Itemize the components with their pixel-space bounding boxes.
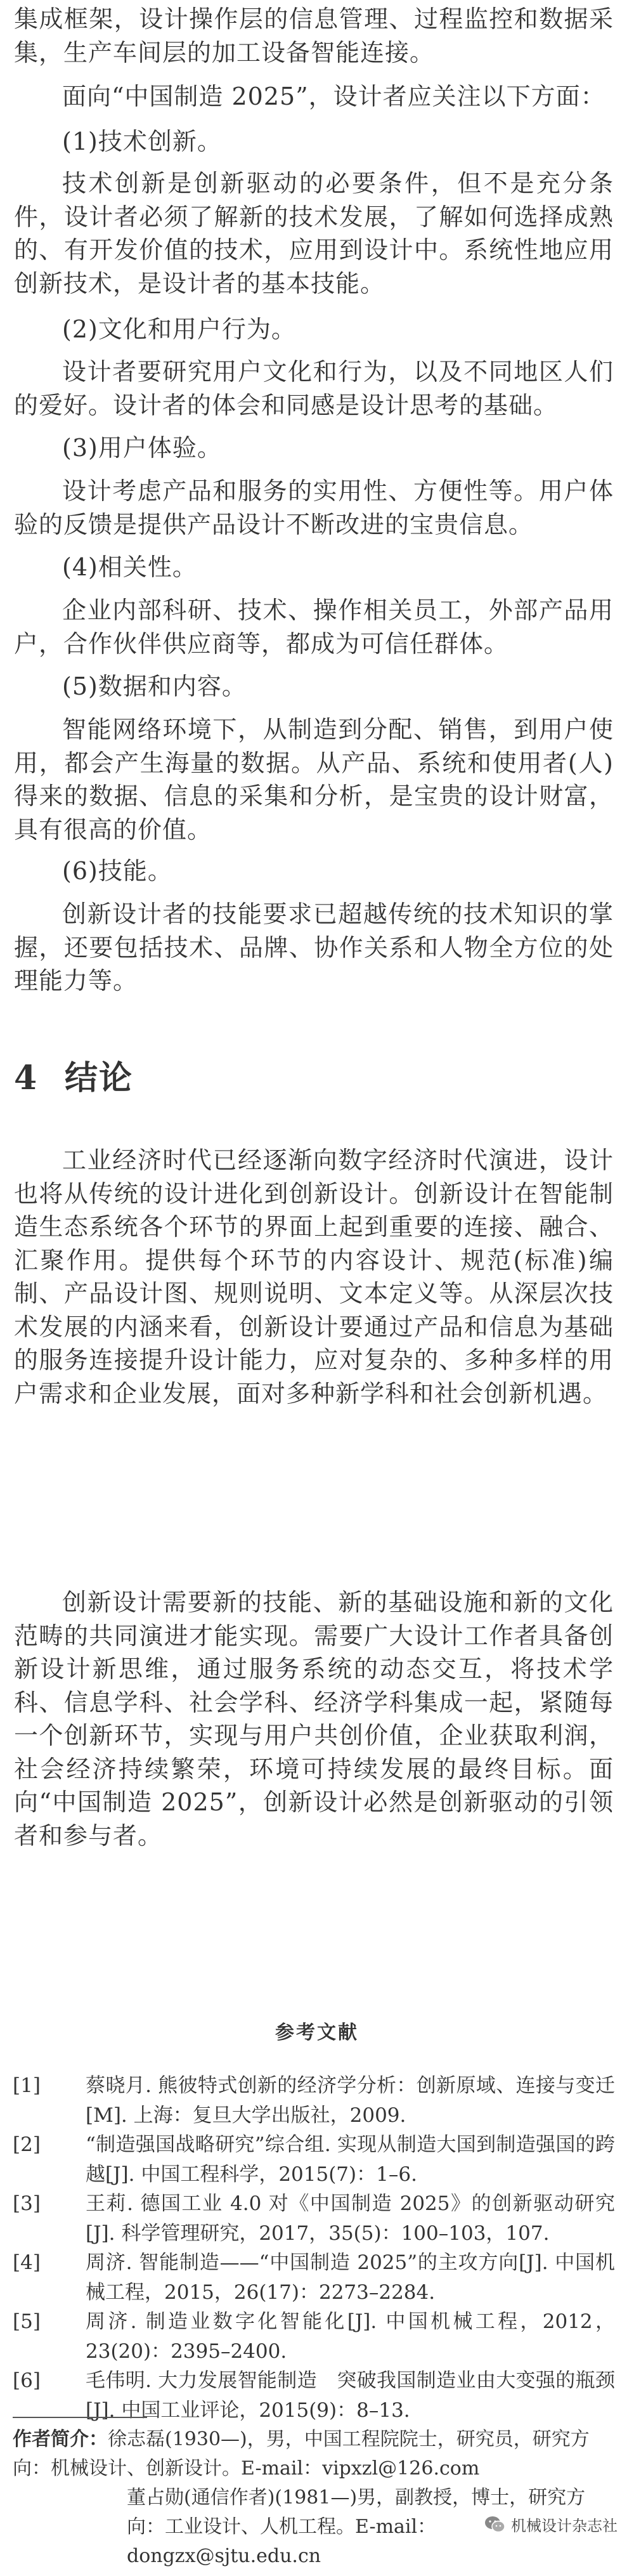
reference-number: [5] [13, 2310, 41, 2333]
item-heading-culture: (2)文化和用户行为。 [62, 315, 296, 343]
reference-number: [2] [13, 2133, 41, 2156]
reference-number: [4] [13, 2251, 41, 2274]
item-heading-tech-innovation: (1)技术创新。 [62, 127, 222, 155]
author-bio-label: 作者简介： [13, 2428, 108, 2450]
reference-number: [1] [13, 2074, 41, 2097]
author-bio-second: 董占勋(通信作者)(1981—)男，副教授，博士，研究方向：工业设计、人机工程。E-mail：dongzx@sjtu.edu.cn [127, 2487, 586, 2567]
paragraph-intro-continuation: 集成框架，设计操作层的信息管理、过程监控和数据采集，生产车间层的加工设备智能连接。 [14, 5, 614, 67]
reference-item [13, 2248, 615, 2308]
reference-item [13, 2071, 615, 2131]
reference-number: [6] [13, 2369, 41, 2392]
reference-item [13, 2189, 615, 2249]
references-title: 参考文献 [275, 2022, 359, 2044]
item-text-relevance: 企业内部科研、技术、操作相关员工，外部产品用户，合作伙伴供应商等，都成为可信任群体。 [14, 596, 614, 658]
item-heading-data: (5)数据和内容。 [62, 672, 247, 700]
section-heading-conclusion [14, 1059, 133, 1097]
item-text-culture: 设计者要研究用户文化和行为，以及不同地区人们的爱好。设计者的体会和同感是设计思考的基础。 [14, 358, 614, 419]
section-number: 4 [14, 1059, 39, 1097]
reference-text: “制造强国战略研究”综合组. 实现从制造大国到制造强国的跨越[J]. 中国工程科学，2015(7)：1–6. [86, 2133, 615, 2186]
item-text-user-experience: 设计考虑产品和服务的实用性、方便性等。用户体验的反馈是提供产品设计不断改进的宝贵信息。 [14, 477, 614, 539]
paragraph-conclusion-1: 工业经济时代已经逐渐向数字经济时代演进，设计也将从传统的设计进化到创新设计。创新设计在智能制造生态系统各个环节的界面上起到重要的连接、融合、汇聚作用。提供每个环节的内容设计、规范(标准)编制、产品设计图、规则说明、文本定义等。从深层次技术发展的内涵来看，创新设计要通过产品和信息为基础的服务连接提升设计能力，应对复杂的、多种多样的用户需求和企业发展，面对多种新学科和社会创新机遇。 [14, 1146, 614, 1408]
reference-number: [3] [13, 2192, 41, 2215]
wechat-icon [484, 2515, 506, 2534]
author-bio [13, 2425, 621, 2571]
watermark [481, 2512, 621, 2537]
paragraph-conclusion-2: 创新设计需要新的技能、新的基础设施和新的文化范畴的共同演进才能实现。需要广大设计工作者具备创新设计新思维，通过服务系统的动态交互，将技术学科、信息学科、社会学科、经济学科集成一起，紧随每一个创新环节，实现与用户共创价值，企业获取利润，社会经济持续繁荣，环境可持续发展的最终目标。面向“中国制造 2025”，创新设计必然是创新驱动的引领者和参与者。 [14, 1588, 614, 1850]
item-text-data: 智能网络环境下，从制造到分配、销售，到用户使用，都会产生海量的数据。从产品、系统和使用者(人)得来的数据、信息的采集和分析，是宝贵的设计财富，具有很高的价值。 [14, 716, 614, 844]
reference-text: 蔡晓月. 熊彼特式创新的经济学分析：创新原域、连接与变迁[M]. 上海：复旦大学出版社，2009. [86, 2074, 615, 2127]
section-title: 结论 [65, 1059, 134, 1097]
reference-text: 王莉. 德国工业 4.0 对《中国制造 2025》的创新驱动研究[J]. 科学管理研究，2017，35(5)：100–103，107. [86, 2192, 615, 2245]
paragraph-focus-intro: 面向“中国制造 2025”，设计者应关注以下方面： [62, 82, 605, 110]
item-heading-skills: (6)技能。 [62, 857, 172, 885]
author-bio-first: 徐志磊(1930—)，男，中国工程院院士，研究员，研究方向：机械设计、创新设计。E-mail：vipxzl@126.com [13, 2428, 590, 2480]
reference-text: 周济. 智能制造——“中国制造 2025”的主攻方向[J]. 中国机械工程，2015，26(17)：2273–2284. [86, 2251, 615, 2304]
footnote-divider [13, 2417, 147, 2418]
reference-text: 周济. 制造业数字化智能化[J]. 中国机械工程，2012，23(20)：2395–2400. [86, 2310, 615, 2363]
reference-text: 毛伟明. 大力发展智能制造 突破我国制造业由大变强的瓶颈[J]. 中国工业评论，2015(9)：8–13. [86, 2369, 615, 2422]
reference-item [13, 2307, 615, 2367]
watermark-text: 机械设计杂志社 [511, 2517, 618, 2535]
reference-item [13, 2130, 615, 2190]
item-heading-user-experience: (3)用户体验。 [62, 434, 222, 462]
item-text-skills: 创新设计者的技能要求已超越传统的技术知识的掌握，还要包括技术、品牌、协作关系和人物全方位的处理能力等。 [14, 900, 614, 995]
item-text-tech-innovation: 技术创新是创新驱动的必要条件，但不是充分条件，设计者必须了解新的技术发展，了解如何选择成熟的、有开发价值的技术，应用到设计中。系统性地应用创新技术，是设计者的基本技能。 [14, 169, 614, 297]
item-heading-relevance: (4)相关性。 [62, 553, 197, 581]
